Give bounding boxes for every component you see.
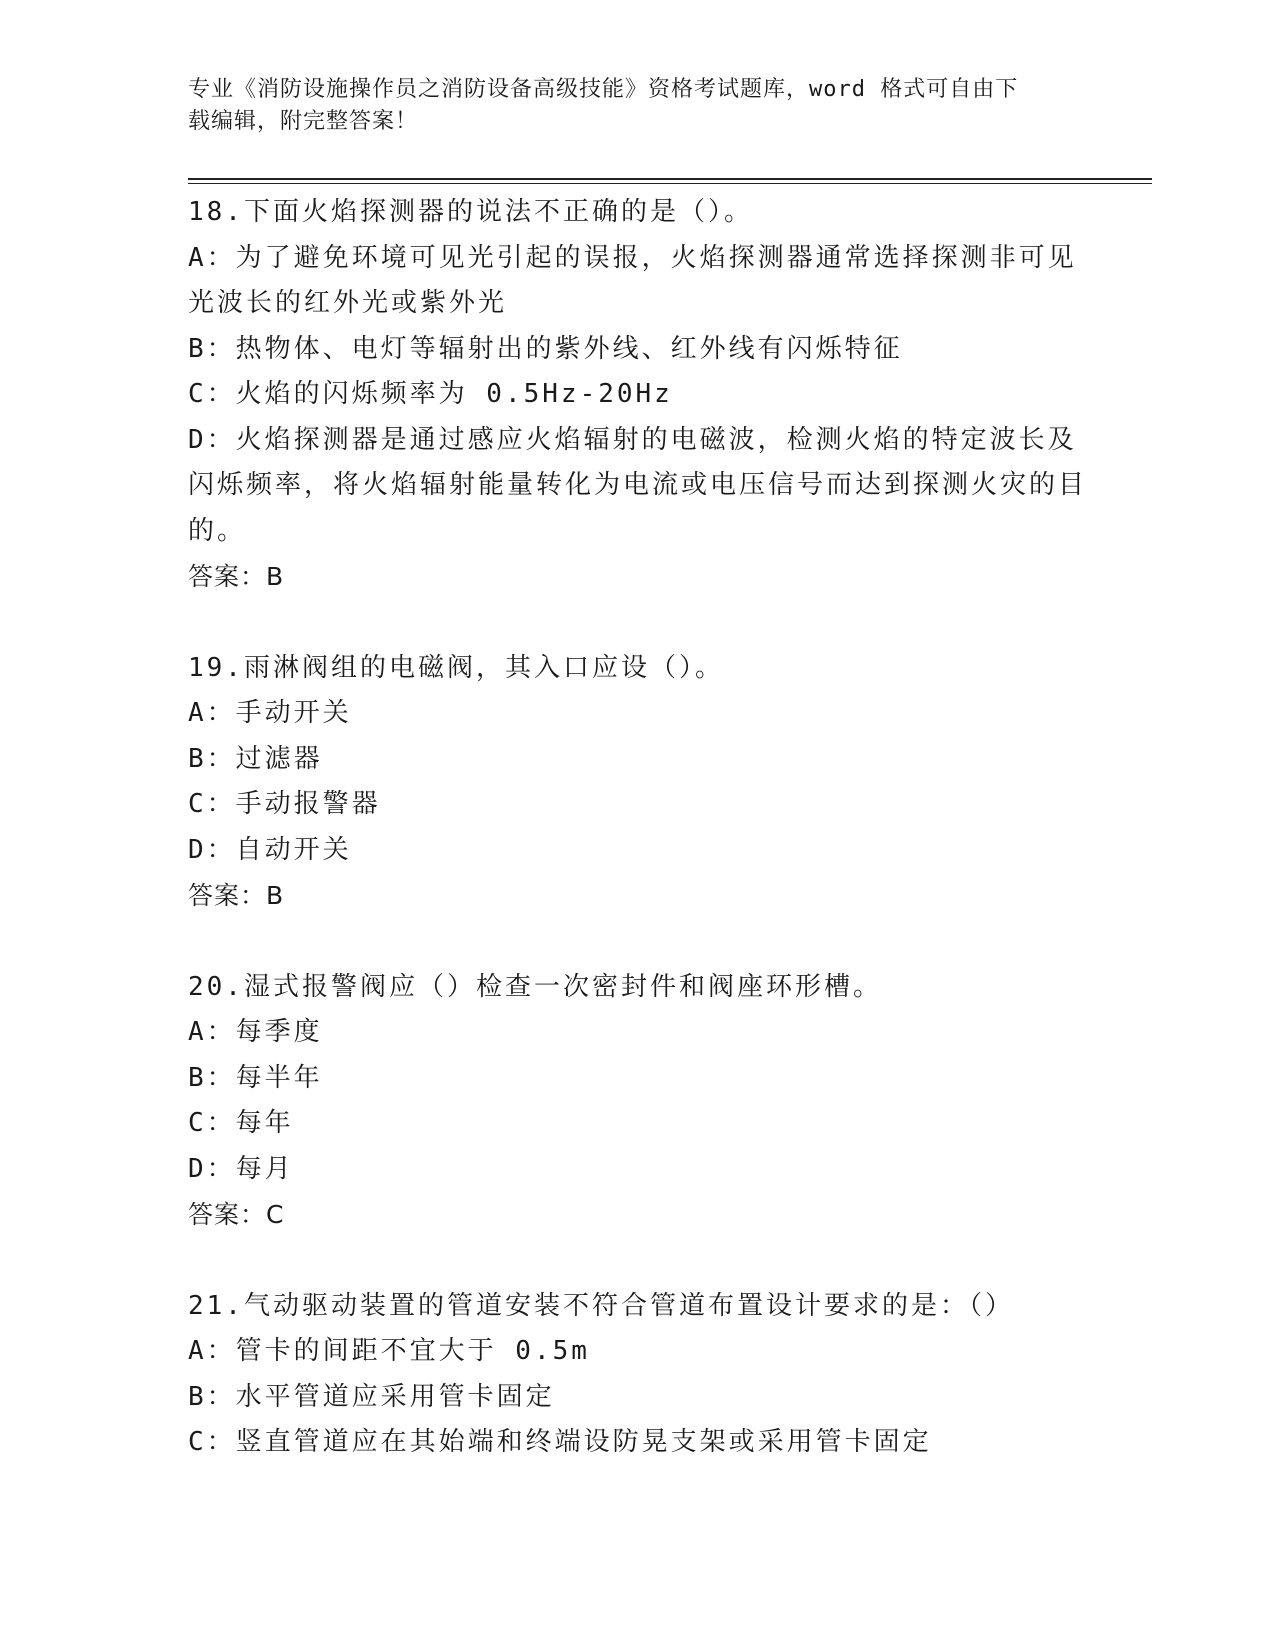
- header-line-1: 专业《消防设施操作员之消防设备高级技能》资格考试题库，word 格式可自由下: [188, 77, 1019, 102]
- answer: 答案：B: [188, 562, 285, 591]
- question-21: [188, 1284, 1088, 1466]
- option-c: C：每年: [188, 1108, 294, 1138]
- option-d: D：自动开关: [188, 834, 352, 865]
- option-d: D：每月: [188, 1153, 294, 1184]
- question-stem: 19.雨淋阀组的电磁阀，其入口应设（）。: [188, 652, 724, 683]
- option-c: C：手动报警器: [188, 789, 381, 819]
- option-b: B：过滤器: [188, 743, 323, 774]
- question-20: [188, 965, 1088, 1238]
- option-c: C：火焰的闪烁频率为 0.5Hz-20Hz: [188, 379, 673, 409]
- answer: 答案：B: [188, 881, 285, 910]
- option-a: A：管卡的间距不宜大于 0.5m: [188, 1336, 590, 1366]
- question-list: [188, 190, 1088, 1512]
- option-a: A：手动开关: [188, 698, 352, 728]
- option-b: B：水平管道应采用管卡固定: [188, 1381, 555, 1412]
- question-stem: 20.湿式报警阀应（）检查一次密封件和阀座环形槽。: [188, 971, 882, 1002]
- option-d: D：火焰探测器是通过感应火焰辐射的电磁波，检测火焰的特定波长及闪烁频率，将火焰辐射能量转化为电流或电压信号而达到探测火灾的目的。: [188, 424, 1088, 546]
- document-header: [188, 74, 1088, 138]
- header-divider-thin: [188, 183, 1152, 184]
- option-a: A：为了避免环境可见光引起的误报，火焰探测器通常选择探测非可见光波长的红外光或紫外光: [188, 242, 1077, 318]
- question-stem: 21.气动驱动装置的管道安装不符合管道布置设计要求的是：（）: [188, 1290, 1014, 1321]
- header-line-2: 载编辑，附完整答案！: [188, 109, 419, 134]
- option-b: B：每半年: [188, 1062, 323, 1093]
- header-divider-thick: [188, 178, 1152, 180]
- question-18: [188, 190, 1088, 600]
- option-b: B：热物体、电灯等辐射出的紫外线、红外线有闪烁特征: [188, 333, 903, 364]
- option-a: A：每季度: [188, 1017, 323, 1047]
- question-19: [188, 646, 1088, 919]
- answer: 答案：C: [188, 1200, 285, 1229]
- question-stem: 18.下面火焰探测器的说法不正确的是（）。: [188, 197, 753, 227]
- option-c: C：竖直管道应在其始端和终端设防晃支架或采用管卡固定: [188, 1427, 932, 1457]
